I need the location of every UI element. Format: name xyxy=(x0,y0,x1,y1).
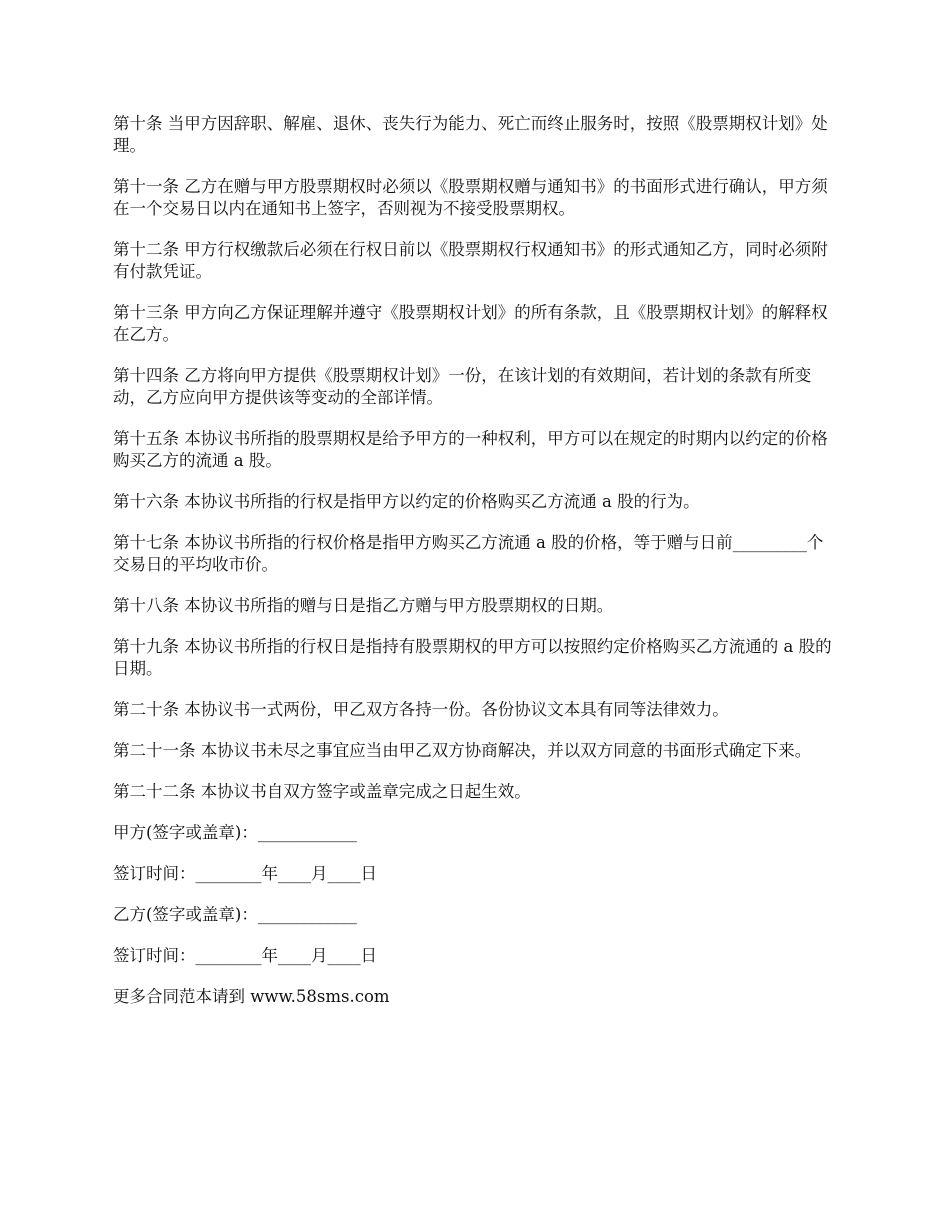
article-16: 第十六条 本协议书所指的行权是指甲方以约定的价格购买乙方流通 a 股的行为。 xyxy=(113,492,700,511)
footer-note: 更多合同范本请到 www.58sms.com xyxy=(113,987,390,1006)
article-18: 第十八条 本协议书所指的赠与日是指乙方赠与甲方股票期权的日期。 xyxy=(113,596,614,615)
article-15: 第十五条 本协议书所指的股票期权是给予甲方的一种权利，甲方可以在规定的时期内以约定的价格购买乙方的流通 a 股。 xyxy=(113,429,828,470)
party-b-signature-line: 乙方(签字或盖章)：____________ xyxy=(113,905,357,924)
article-20: 第二十条 本协议书一式两份，甲乙双方各持一份。各份协议文本具有同等法律效力。 xyxy=(113,700,729,719)
article-10: 第十条 当甲方因辞职、解雇、退休、丧失行为能力、死亡而终止服务时，按照《股票期权计划》处理。 xyxy=(113,114,828,155)
party-a-signature-line: 甲方(签字或盖章)：____________ xyxy=(113,823,357,842)
party-a-date-line: 签订时间：________年____月____日 xyxy=(113,864,377,883)
article-19: 第十九条 本协议书所指的行权日是指持有股票期权的甲方可以按照约定价格购买乙方流通的 a 股的日期。 xyxy=(113,637,832,678)
document-body xyxy=(113,113,833,1027)
article-17: 第十七条 本协议书所指的行权价格是指甲方购买乙方流通 a 股的价格，等于赠与日前_________个交易日的平均收市价。 xyxy=(113,533,824,574)
party-b-date-line: 签订时间：________年____月____日 xyxy=(113,946,377,965)
article-21: 第二十一条 本协议书未尽之事宜应当由甲乙双方协商解决，并以双方同意的书面形式确定下来。 xyxy=(113,741,812,760)
article-11: 第十一条 乙方在赠与甲方股票期权时必须以《股票期权赠与通知书》的书面形式进行确认，甲方须在一个交易日以内在通知书上签字，否则视为不接受股票期权。 xyxy=(113,177,828,218)
article-14: 第十四条 乙方将向甲方提供《股票期权计划》一份，在该计划的有效期间，若计划的条款有所变动，乙方应向甲方提供该等变动的全部详情。 xyxy=(113,366,812,407)
article-12: 第十二条 甲方行权缴款后必须在行权日前以《股票期权行权通知书》的形式通知乙方，同时必须附有付款凭证。 xyxy=(113,240,828,281)
article-22: 第二十二条 本协议书自双方签字或盖章完成之日起生效。 xyxy=(113,782,531,801)
article-13: 第十三条 甲方向乙方保证理解并遵守《股票期权计划》的所有条款，且《股票期权计划》的解释权在乙方。 xyxy=(113,303,828,344)
